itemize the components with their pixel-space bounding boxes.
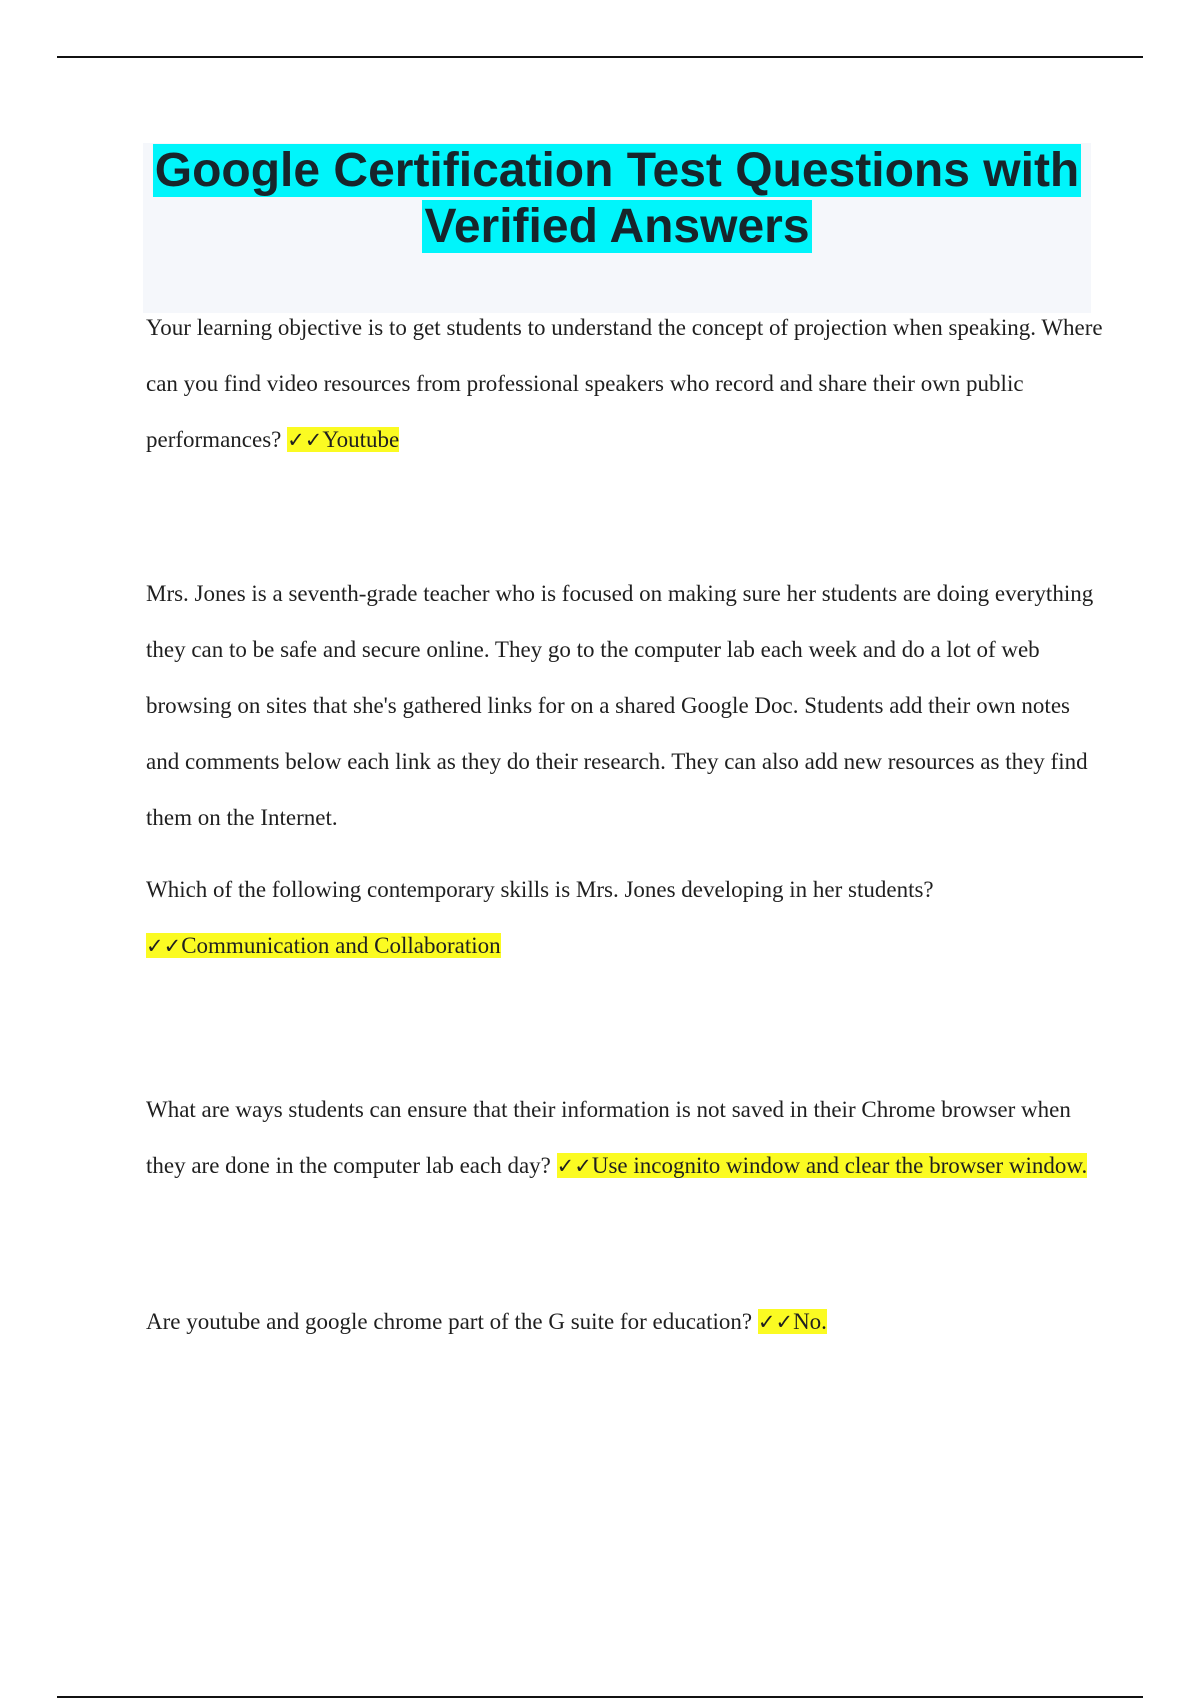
question-4-text: Are youtube and google chrome part of the G suite for education? <box>146 1309 753 1334</box>
question-1 <box>146 300 1106 468</box>
double-check-icon: ✓✓ <box>146 934 182 958</box>
answer-3 <box>557 1153 1088 1178</box>
question-3 <box>146 1082 1106 1194</box>
double-check-icon: ✓✓ <box>556 1154 592 1178</box>
scenario-2: Mrs. Jones is a seventh-grade teacher who is focused on making sure her students are doing everything they can to be safe and secure online. They go to the computer lab each week and do a lot of web browsing on sites that she's gathered links for on a shared Google Doc. Students add their own notes and comments below each link as they do their research. They can also add new resources as they find them on the Internet. <box>146 581 1094 830</box>
title-line-2: Verified Answers <box>424 200 810 253</box>
answer-4-text: No. <box>793 1309 827 1334</box>
answer-3-text: Use incognito window and clear the browser window. <box>591 1153 1088 1178</box>
question-4 <box>146 1294 1106 1350</box>
question-1-text: Your learning objective is to get students to understand the concept of projection when speaking. Where can you find video resources from professional speakers who record and share their own public performances? <box>146 315 1103 452</box>
answer-2 <box>146 933 501 958</box>
double-check-icon: ✓✓ <box>757 1310 794 1334</box>
top-rule <box>57 56 1143 58</box>
answer-1-text: Youtube <box>322 427 400 452</box>
answer-1 <box>287 427 399 452</box>
answer-2-text: Communication and Collaboration <box>181 933 501 958</box>
bottom-rule <box>57 1696 1143 1698</box>
question-2 <box>146 862 1106 974</box>
question-2-text: Which of the following contemporary skills is Mrs. Jones developing in her students? <box>146 877 934 902</box>
document-body <box>146 300 1106 1350</box>
document-title <box>143 143 1091 255</box>
title-line-1: Google Certification Test Questions with <box>154 144 1080 197</box>
double-check-icon: ✓✓ <box>287 428 323 452</box>
answer-4 <box>758 1309 827 1334</box>
question-3-text: What are ways students can ensure that their information is not saved in their Chrome browser when they are done in the computer lab each day? <box>146 1097 1071 1178</box>
